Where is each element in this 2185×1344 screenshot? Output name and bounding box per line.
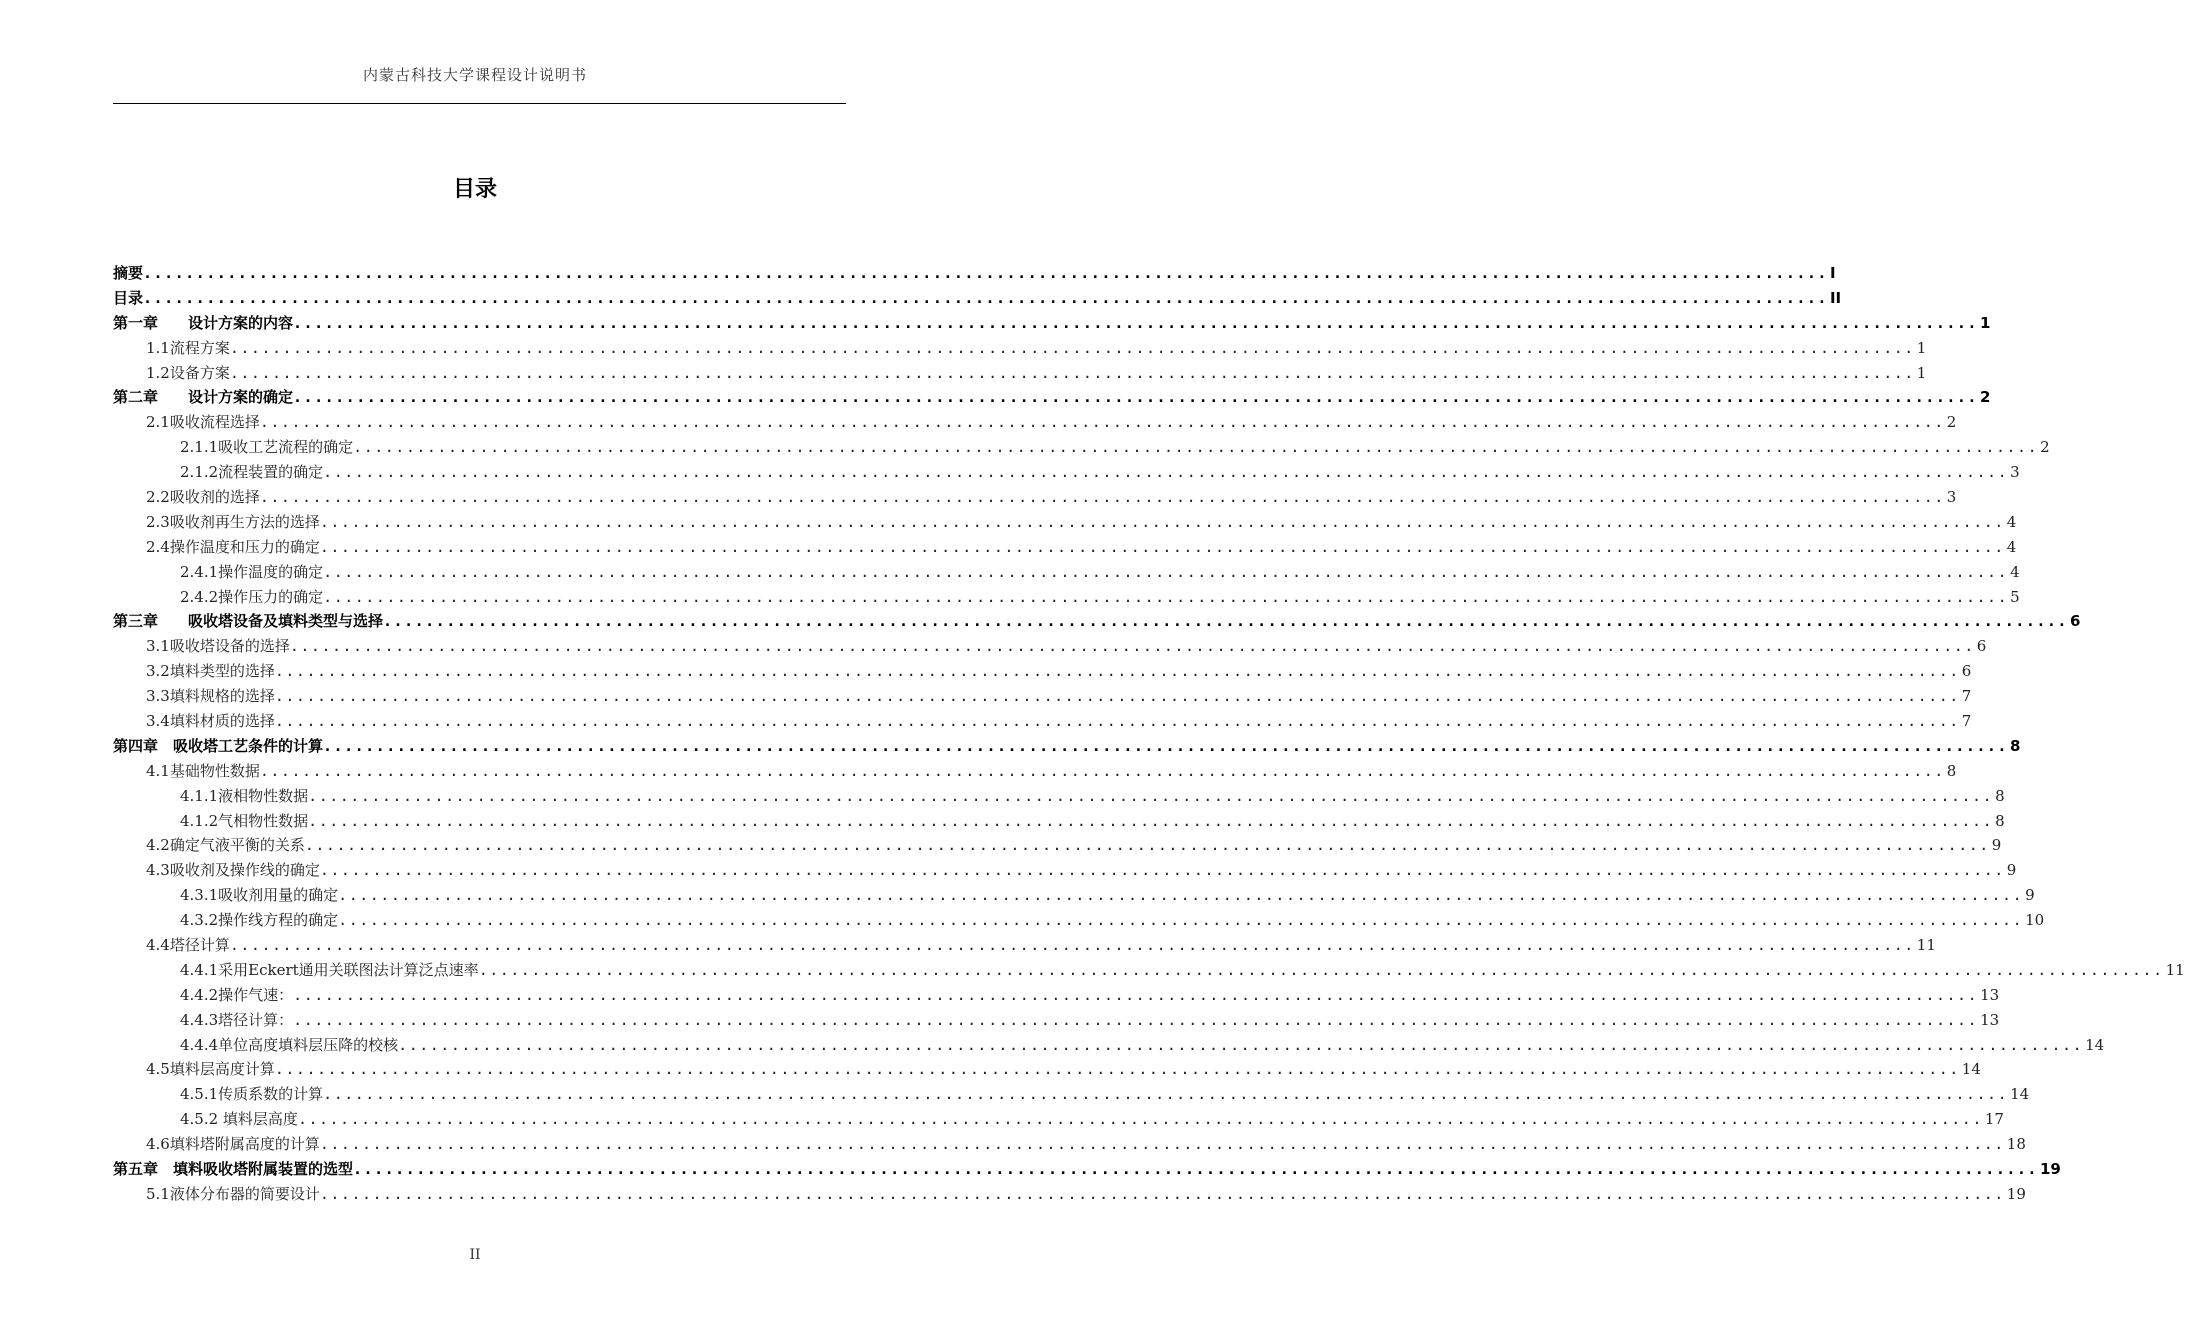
- toc-entry-page-number: 8: [1995, 786, 2005, 805]
- toc-entry-page-number: 1: [1979, 313, 1991, 332]
- toc-entry-page-number: 13: [1980, 1010, 2000, 1029]
- toc-entry[interactable]: [113, 435, 2050, 460]
- toc-entry-page-number: 14: [2010, 1085, 2030, 1104]
- toc-dot-leader: ................................................................................................................................................................: [338, 886, 2024, 905]
- toc-dot-leader: ................................................................................................................................................................: [143, 263, 1828, 282]
- toc-entry-label: 4.1.2气相物性数据: [180, 811, 309, 830]
- toc-dot-leader: ................................................................................................................................................................: [293, 388, 1978, 407]
- toc-dot-leader: ................................................................................................................................................................: [323, 562, 2009, 581]
- toc-dot-leader: ................................................................................................................................................................: [338, 911, 2024, 930]
- toc-entry-page-number: 1: [1916, 363, 1927, 382]
- toc-entry[interactable]: [113, 933, 1936, 958]
- toc-dot-leader: ................................................................................................................................................................: [319, 512, 2005, 531]
- toc-entry-page-number: 2: [1946, 413, 1957, 432]
- toc-dot-leader: ................................................................................................................................................................: [229, 338, 1915, 357]
- toc-entry-label: 4.5.1传质系数的计算: [180, 1085, 324, 1104]
- toc-entry-label: 4.5填料层高度计算: [146, 1060, 275, 1079]
- toc-entry[interactable]: [113, 784, 2005, 809]
- toc-dot-leader: ................................................................................................................................................................: [293, 1010, 1979, 1029]
- toc-entry-page-number: 13: [1980, 985, 2000, 1004]
- toc-dot-leader: ................................................................................................................................................................: [353, 438, 2039, 457]
- toc-entry[interactable]: [113, 684, 1972, 709]
- toc-dot-leader: ................................................................................................................................................................: [259, 413, 1945, 432]
- toc-entry[interactable]: [113, 883, 2035, 908]
- toc-entry[interactable]: [113, 385, 1991, 410]
- toc-dot-leader: ................................................................................................................................................................: [297, 1110, 1983, 1129]
- toc-entry-label: 4.4塔径计算: [146, 936, 230, 955]
- toc-dot-leader: ................................................................................................................................................................: [319, 1184, 2005, 1203]
- toc-entry-label: 3.4填料材质的选择: [146, 712, 275, 731]
- toc-entry-page-number: 10: [2025, 911, 2045, 930]
- toc-dot-leader: ................................................................................................................................................................: [259, 488, 1945, 506]
- table-of-contents: [113, 261, 2185, 1207]
- toc-dot-leader: ................................................................................................................................................................: [323, 587, 2009, 606]
- toc-entry-label: 5.1液体分布器的简要设计: [146, 1184, 320, 1203]
- toc-entry-page-number: 7: [1961, 712, 1972, 731]
- toc-dot-leader: ................................................................................................................................................................: [304, 836, 1990, 855]
- toc-dot-leader: ................................................................................................................................................................: [274, 687, 1960, 706]
- toc-entry-label: 目录: [113, 288, 144, 307]
- toc-dot-leader: ................................................................................................................................................................: [274, 712, 1960, 731]
- toc-entry[interactable]: [113, 734, 2021, 759]
- toc-entry[interactable]: [113, 361, 1927, 386]
- toc-entry-page-number: 6: [1961, 662, 1972, 681]
- toc-entry-label: 第四章 吸收塔工艺条件的计算: [113, 736, 324, 755]
- toc-entry-label: 1.1流程方案: [146, 338, 230, 357]
- toc-entry-label: 第五章 填料吸收塔附属装置的选型: [113, 1160, 354, 1179]
- toc-entry-page-number: 9: [2025, 886, 2035, 905]
- toc-dot-leader: ................................................................................................................................................................: [259, 761, 1945, 780]
- toc-entry-page-number: 18: [2006, 1135, 2026, 1154]
- toc-entry[interactable]: [113, 336, 1927, 361]
- toc-entry[interactable]: [113, 485, 1957, 510]
- toc-entry[interactable]: [113, 1082, 2030, 1107]
- toc-entry[interactable]: [113, 1157, 2061, 1182]
- toc-entry-page-number: 6: [2069, 612, 2081, 631]
- toc-entry-page-number: I: [1829, 263, 1836, 282]
- toc-entry[interactable]: [113, 510, 2017, 535]
- toc-entry-label: 2.4.2操作压力的确定: [180, 587, 324, 606]
- toc-entry-page-number: 3: [1946, 488, 1957, 506]
- toc-entry-page-number: 1: [1916, 338, 1927, 357]
- toc-entry[interactable]: [113, 659, 1972, 684]
- toc-entry[interactable]: [113, 833, 2002, 858]
- toc-entry-page-number: II: [1829, 288, 1842, 307]
- toc-dot-leader: ................................................................................................................................................................: [308, 811, 1994, 830]
- toc-dot-leader: ................................................................................................................................................................: [274, 662, 1960, 681]
- toc-dot-leader: ................................................................................................................................................................: [289, 637, 1975, 656]
- toc-entry-page-number: 5: [2010, 587, 2020, 606]
- toc-entry[interactable]: [113, 983, 2000, 1008]
- toc-entry-page-number: 3: [2010, 463, 2020, 482]
- toc-entry[interactable]: [113, 908, 2045, 933]
- toc-entry[interactable]: [113, 1008, 2000, 1033]
- toc-dot-leader: ................................................................................................................................................................: [308, 786, 1994, 805]
- toc-entry[interactable]: [113, 560, 2020, 585]
- toc-entry-label: 4.3吸收剂及操作线的确定: [146, 861, 320, 880]
- toc-entry-page-number: 14: [1961, 1060, 1981, 1079]
- toc-entry-page-number: 4: [2006, 512, 2017, 531]
- toc-entry-label: 2.3吸收剂再生方法的选择: [146, 512, 320, 531]
- footer-page-number: II: [469, 1247, 481, 1263]
- toc-entry[interactable]: [113, 585, 2020, 610]
- toc-entry[interactable]: [113, 1058, 1981, 1083]
- toc-entry-label: 2.1吸收流程选择: [146, 413, 260, 432]
- toc-dot-leader: ................................................................................................................................................................: [293, 985, 1979, 1004]
- toc-dot-leader: ................................................................................................................................................................: [143, 288, 1828, 307]
- toc-entry[interactable]: [113, 759, 1957, 784]
- toc-dot-leader: ................................................................................................................................................................: [293, 313, 1978, 332]
- toc-entry[interactable]: [113, 460, 2020, 485]
- toc-dot-leader: ................................................................................................................................................................: [323, 463, 2009, 482]
- document-header-title: 内蒙古科技大学课程设计说明书: [362, 66, 587, 84]
- toc-dot-leader: ................................................................................................................................................................: [353, 1160, 2038, 1179]
- toc-dot-leader: ................................................................................................................................................................: [323, 736, 2008, 755]
- toc-entry-label: 3.2填料类型的选择: [146, 662, 275, 681]
- toc-entry[interactable]: [113, 1033, 2105, 1058]
- toc-entry-label: 4.6填料塔附属高度的计算: [146, 1135, 320, 1154]
- toc-entry-label: 4.1.1液相物性数据: [180, 786, 309, 805]
- toc-entry-page-number: 7: [1961, 687, 1972, 706]
- toc-entry[interactable]: [113, 709, 1972, 734]
- toc-dot-leader: ................................................................................................................................................................: [478, 960, 2164, 979]
- toc-entry[interactable]: [113, 609, 2081, 634]
- toc-dot-leader: ................................................................................................................................................................: [229, 363, 1915, 382]
- toc-entry-label: 4.3.1吸收剂用量的确定: [180, 886, 339, 905]
- toc-entry-label: 4.5.2 填料层高度: [180, 1110, 298, 1129]
- toc-entry-label: 1.2设备方案: [146, 363, 230, 382]
- toc-entry-page-number: 4: [2010, 562, 2020, 581]
- toc-entry-page-number: 6: [1976, 637, 1987, 656]
- toc-entry[interactable]: [113, 261, 1836, 286]
- toc-entry-page-number: 8: [1946, 761, 1957, 780]
- toc-entry-page-number: 17: [1984, 1110, 2004, 1129]
- toc-entry[interactable]: [113, 311, 1991, 336]
- toc-entry-page-number: 4: [2006, 537, 2017, 556]
- toc-entry-label: 2.2吸收剂的选择: [146, 488, 260, 506]
- toc-entry-page-number: 2: [1979, 388, 1991, 407]
- toc-entry[interactable]: [113, 1182, 2026, 1207]
- toc-entry-page-number: 11: [2165, 960, 2185, 979]
- toc-entry-page-number: 9: [1991, 836, 2002, 855]
- toc-dot-leader: ................................................................................................................................................................: [398, 1035, 2084, 1054]
- toc-entry-label: 3.1吸收塔设备的选择: [146, 637, 290, 656]
- toc-entry-label: 4.2确定气液平衡的关系: [146, 836, 305, 855]
- toc-entry-page-number: 8: [2009, 736, 2021, 755]
- toc-entry-page-number: 14: [2085, 1035, 2105, 1054]
- toc-entry-page-number: 8: [1995, 811, 2005, 830]
- toc-entry[interactable]: [113, 958, 2185, 983]
- toc-entry-page-number: 2: [2040, 438, 2050, 457]
- toc-entry-label: 第一章 设计方案的内容: [113, 313, 294, 332]
- toc-dot-leader: ................................................................................................................................................................: [383, 612, 2068, 631]
- toc-entry-label: 2.1.1吸收工艺流程的确定: [180, 438, 354, 457]
- toc-entry-label: 2.4.1操作温度的确定: [180, 562, 324, 581]
- toc-entry-label: 4.4.1采用Eckert通用关联图法计算泛点速率: [180, 960, 479, 979]
- toc-entry[interactable]: [113, 858, 2017, 883]
- toc-entry[interactable]: [113, 1107, 2004, 1132]
- toc-entry-page-number: 9: [2006, 861, 2017, 880]
- toc-entry[interactable]: [113, 286, 1842, 311]
- toc-entry-label: 第二章 设计方案的确定: [113, 388, 294, 407]
- toc-entry[interactable]: [113, 1132, 2026, 1157]
- toc-entry-page-number: 19: [2006, 1184, 2026, 1203]
- toc-dot-leader: ................................................................................................................................................................: [274, 1060, 1960, 1079]
- toc-entry-label: 4.3.2操作线方程的确定: [180, 911, 339, 930]
- toc-dot-leader: ................................................................................................................................................................: [319, 537, 2005, 556]
- toc-entry[interactable]: [113, 809, 2005, 834]
- toc-entry-page-number: 11: [1916, 936, 1936, 955]
- toc-entry-label: 4.4.3塔径计算：: [180, 1010, 294, 1029]
- header-divider: [113, 103, 846, 104]
- toc-entry-label: 4.4.2操作气速：: [180, 985, 294, 1004]
- toc-dot-leader: ................................................................................................................................................................: [229, 936, 1915, 955]
- toc-dot-leader: ................................................................................................................................................................: [323, 1085, 2009, 1104]
- toc-entry-label: 摘要: [113, 263, 144, 282]
- page-title: 目录: [452, 177, 497, 202]
- toc-dot-leader: ................................................................................................................................................................: [319, 1135, 2005, 1154]
- toc-entry-label: 3.3填料规格的选择: [146, 687, 275, 706]
- toc-entry-label: 4.1基础物性数据: [146, 761, 260, 780]
- toc-entry[interactable]: [113, 535, 2017, 560]
- toc-entry-label: 第三章 吸收塔设备及填料类型与选择: [113, 612, 384, 631]
- toc-entry[interactable]: [113, 410, 1957, 435]
- toc-entry[interactable]: [113, 634, 1987, 659]
- toc-entry-label: 2.1.2流程装置的确定: [180, 463, 324, 482]
- toc-entry-page-number: 19: [2039, 1160, 2061, 1179]
- toc-entry-label: 4.4.4单位高度填料层压降的校核: [180, 1035, 399, 1054]
- toc-entry-label: 2.4操作温度和压力的确定: [146, 537, 320, 556]
- toc-dot-leader: ................................................................................................................................................................: [319, 861, 2005, 880]
